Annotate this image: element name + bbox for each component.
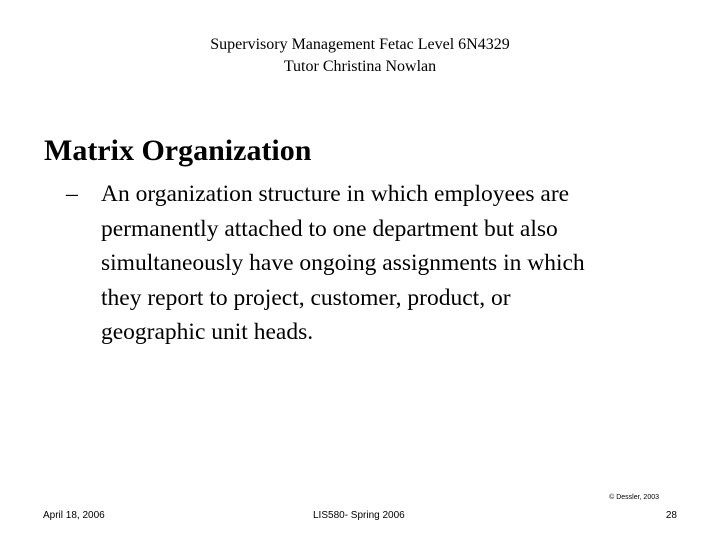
- header-tutor-line: Tutor Christina Nowlan: [283, 58, 437, 75]
- footer-date: April 18, 2006: [43, 510, 105, 521]
- bullet-dash-marker: –: [66, 181, 78, 207]
- bullet-line: geographic unit heads.: [101, 319, 314, 345]
- slide-header: [0, 34, 720, 78]
- slide-title: Matrix Organization: [44, 134, 312, 167]
- bullet-point: [66, 177, 706, 350]
- header-course-line: Supervisory Management Fetac Level 6N4329: [210, 36, 510, 53]
- copyright-notice: © Dessler, 2003: [609, 494, 659, 501]
- bullet-line: An organization structure in which employees are: [101, 181, 570, 207]
- bullet-text: [101, 177, 706, 350]
- footer-course: LIS580- Spring 2006: [313, 510, 405, 521]
- bullet-line: simultaneously have ongoing assignments in which: [101, 250, 585, 276]
- page-number: 28: [665, 510, 677, 521]
- bullet-line: permanently attached to one department but also: [101, 215, 558, 242]
- bullet-line: they report to project, customer, product, or: [101, 284, 511, 311]
